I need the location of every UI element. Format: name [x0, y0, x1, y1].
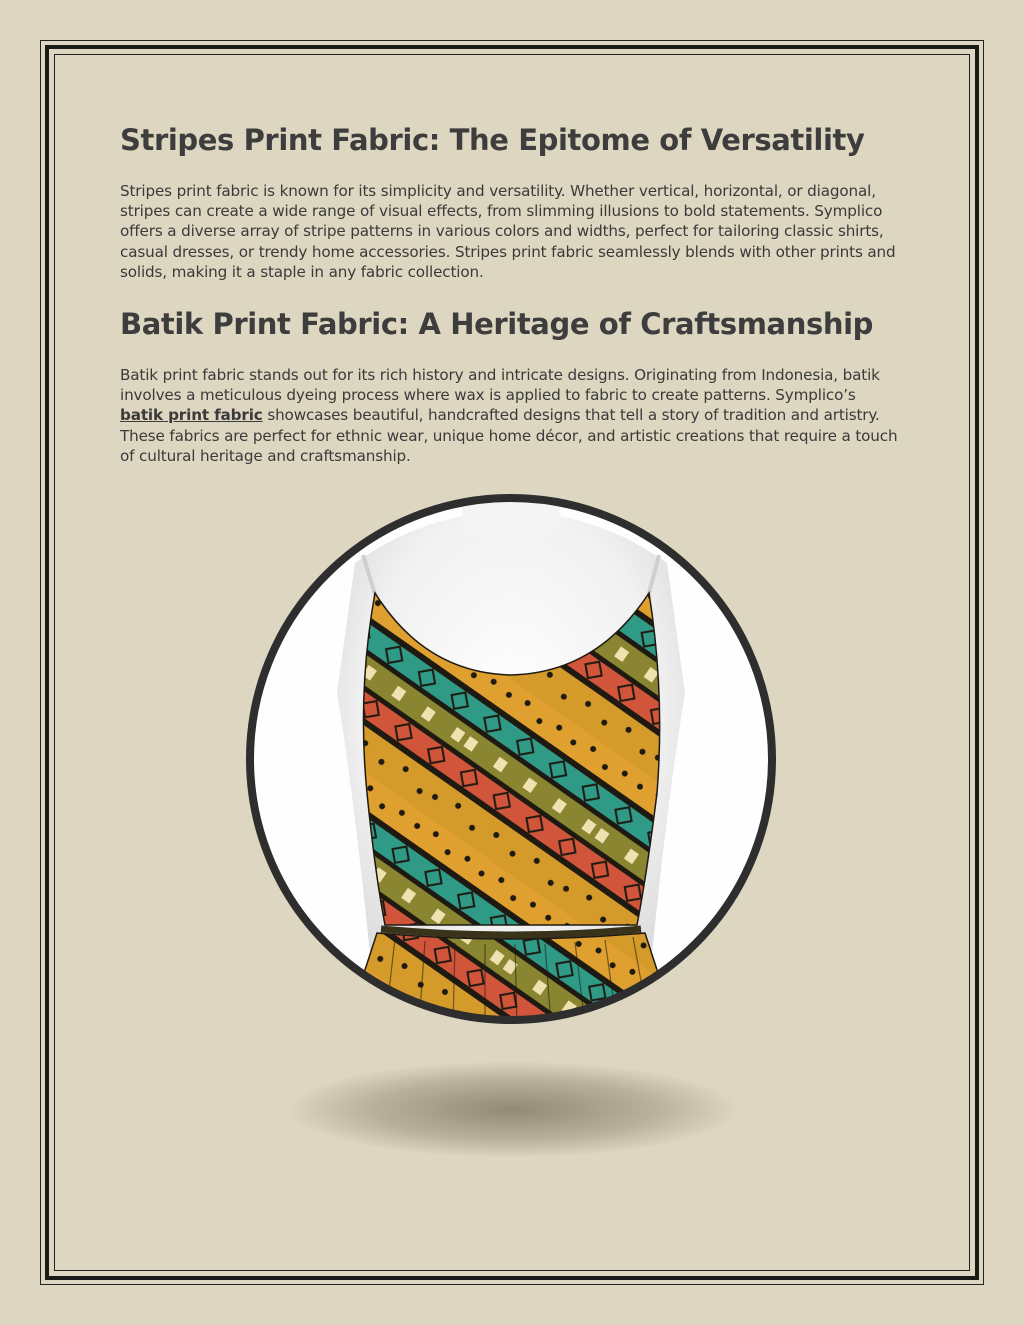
batik-dress-photo — [245, 493, 777, 1025]
stripes-heading: Stripes Print Fabric: The Epitome of Versatility — [120, 123, 865, 157]
stripes-paragraph: Stripes print fabric is known for its simplicity and versatility. Whether vertical, horizontal, or diagonal, stripes can create a wide range of visual effects, from slimming illusions to bold statements. Symplico offers a diverse array of stripe patterns in various colors and widths, perfect for tailoring classic shirts, casual dresses, or trendy home accessories. Stripes print fabric seamlessly blends with other prints and solids, making it a staple in any fabric collection. — [120, 182, 896, 281]
batik-paragraph-text-end: showcases beautiful, handcrafted designs that tell a story of tradition and artistry. These fabrics are perfect for ethnic wear, unique home décor, and artistic creations that require a touch of cultural heritage and craftsmanship. — [120, 406, 898, 465]
batik-paragraph — [120, 365, 900, 466]
image-drop-shadow — [290, 1062, 735, 1157]
batik-print-fabric-link[interactable]: batik print fabric — [120, 406, 263, 425]
batik-heading: Batik Print Fabric: A Heritage of Craftsmanship — [120, 307, 873, 341]
batik-paragraph-text-start: Batik print fabric stands out for its rich history and intricate designs. Originating from Indonesia, batik involves a meticulous dyeing process where wax is applied to fabric to create patterns. Symplico’s — [120, 366, 880, 405]
